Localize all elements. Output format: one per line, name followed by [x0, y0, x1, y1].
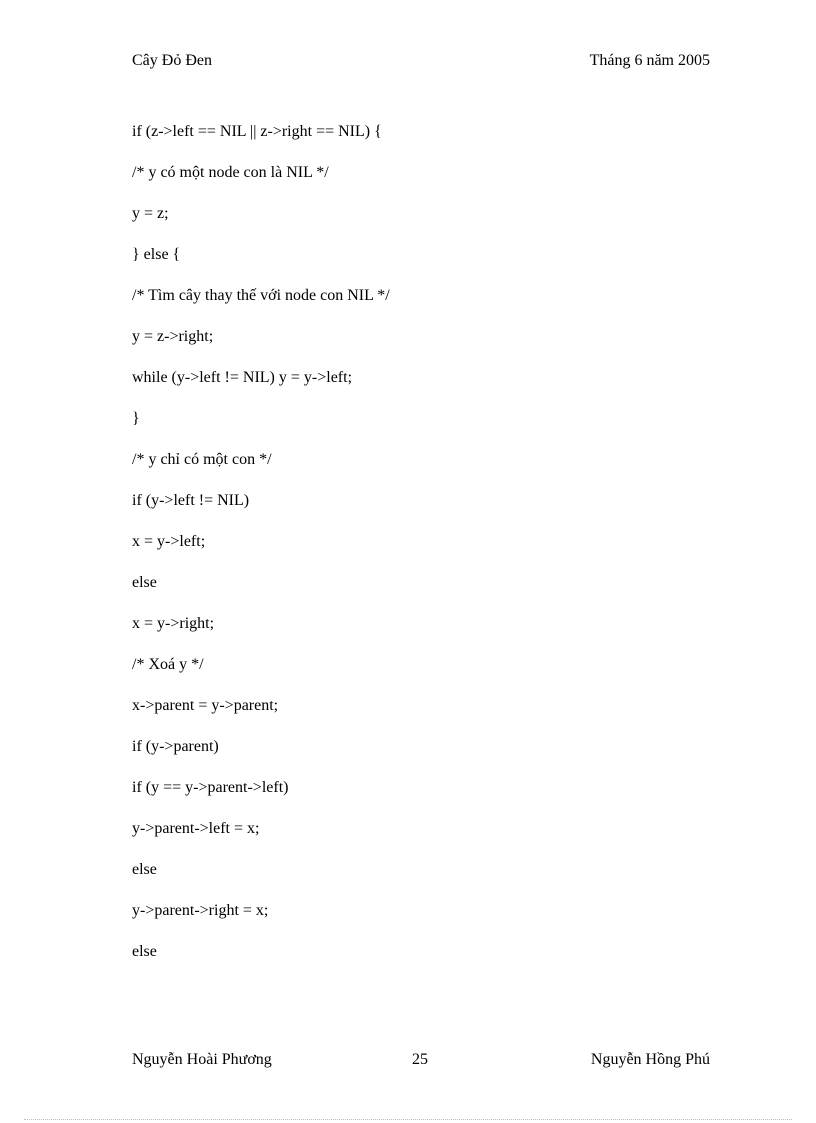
code-line: if (y == y->parent->left) — [132, 779, 289, 796]
code-line: /* y chỉ có một con */ — [132, 451, 272, 468]
page-bottom-divider — [24, 1119, 792, 1120]
header-date: Tháng 6 năm 2005 — [589, 52, 710, 69]
code-line: x = y->right; — [132, 615, 215, 632]
header-title: Cây Đỏ Đen — [132, 52, 212, 69]
code-listing — [132, 119, 692, 980]
code-line: if (y->left != NIL) — [132, 492, 250, 509]
code-line: x = y->left; — [132, 533, 206, 550]
code-line: else — [132, 943, 157, 960]
code-line: y->parent->left = x; — [132, 820, 260, 837]
code-line: if (z->left == NIL || z->right == NIL) { — [132, 123, 382, 140]
code-line: } — [132, 410, 140, 427]
code-line: /* y có một node con là NIL */ — [132, 164, 329, 181]
footer-author-left: Nguyễn Hoài Phương — [132, 1051, 272, 1068]
code-line: else — [132, 574, 157, 591]
page-header — [132, 52, 710, 74]
code-line: x->parent = y->parent; — [132, 697, 279, 714]
footer-author-right: Nguyễn Hồng Phú — [590, 1051, 710, 1068]
page-footer — [132, 1051, 710, 1073]
code-line: /* Xoá y */ — [132, 656, 204, 673]
code-line: y = z; — [132, 205, 169, 222]
code-line: while (y->left != NIL) y = y->left; — [132, 369, 353, 386]
code-line: if (y->parent) — [132, 738, 219, 755]
code-line: else — [132, 861, 157, 878]
code-line: /* Tìm cây thay thế với node con NIL */ — [132, 287, 390, 304]
code-line: y->parent->right = x; — [132, 902, 269, 919]
code-line: y = z->right; — [132, 328, 214, 345]
page-number: 25 — [412, 1051, 428, 1068]
code-line: } else { — [132, 246, 181, 263]
